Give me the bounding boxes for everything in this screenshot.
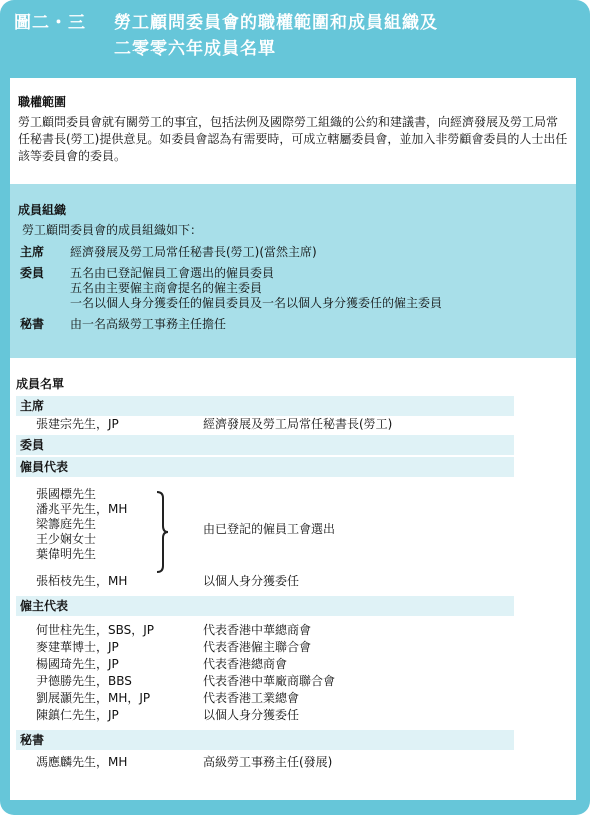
member-name: 劉展灝先生，MH，JP — [36, 691, 151, 705]
member-role: 由已登記的僱員工會選出 — [203, 522, 336, 536]
member-name: 楊國琦先生，JP — [36, 657, 119, 671]
list-item — [16, 416, 568, 433]
member-name: 潘兆平先生，MH — [36, 502, 128, 516]
list-item — [16, 690, 568, 707]
member-role: 代表香港工業總會 — [203, 691, 300, 705]
member-role: 高級勞工事務主任(發展) — [203, 755, 333, 769]
member-name: 何世柱先生，SBS，JP — [36, 623, 155, 637]
member-role: 以個人身分獲委任 — [203, 574, 300, 588]
secretary-bar: 秘書 — [16, 730, 514, 750]
figure-title — [14, 10, 574, 62]
member-name: 張栢枝先生，MH — [36, 574, 128, 588]
composition-key: 委員 — [20, 266, 45, 280]
brace-icon — [155, 491, 169, 573]
list-item — [16, 673, 568, 690]
composition-line: 一名以個人身分獲委任的僱員委員及一名以個人身分獲委任的僱主委員 — [70, 296, 443, 310]
employer-bar: 僱主代表 — [16, 596, 514, 616]
scope-section — [10, 78, 576, 184]
composition-line: 五名由主要僱主商會提名的僱主委員 — [70, 281, 263, 295]
member-name: 張建宗先生，JP — [36, 417, 119, 431]
composition-line: 由一名高級勞工事務主任擔任 — [70, 317, 227, 331]
members-bar: 委員 — [16, 435, 514, 455]
employer-list — [16, 622, 568, 724]
composition-key: 秘書 — [20, 317, 45, 331]
composition-intro: 勞工顧問委員會的成員組織如下： — [22, 223, 203, 237]
scope-heading: 職權範圍 — [18, 95, 67, 109]
member-name: 馮應麟先生，MH — [36, 755, 128, 769]
composition-row — [18, 266, 568, 311]
member-list-heading: 成員名單 — [16, 377, 65, 391]
member-name: 王少娴女士 — [36, 532, 97, 546]
title-line-2: 二零零六年成員名單 — [114, 39, 276, 59]
title-line-1: 勞工顧問委員會的職權範圍和成員組織及 — [114, 13, 438, 33]
member-name: 麥建華博士，JP — [36, 640, 119, 654]
composition-row — [18, 317, 568, 332]
list-item — [16, 754, 568, 771]
member-role: 代表香港中華總商會 — [203, 623, 312, 637]
chair-bar: 主席 — [16, 396, 514, 416]
list-item — [16, 573, 568, 590]
member-name: 陳鎮仁先生，JP — [36, 708, 119, 722]
member-name: 葉偉明先生 — [36, 547, 97, 561]
employee-group — [16, 485, 568, 573]
list-item — [16, 622, 568, 639]
member-role: 以個人身分獲委任 — [203, 708, 300, 722]
list-item — [16, 639, 568, 656]
employee-bar: 僱員代表 — [16, 457, 514, 477]
member-name: 張國標先生 — [36, 487, 97, 501]
composition-line: 經濟發展及勞工局常任秘書長(勞工)(當然主席) — [70, 245, 317, 259]
composition-key: 主席 — [20, 245, 45, 259]
member-role: 代表香港中華廠商聯合會 — [203, 674, 336, 688]
composition-heading: 成員組織 — [18, 203, 67, 217]
composition-row — [18, 245, 568, 260]
figure-number: 圖二・三 — [14, 13, 86, 33]
member-list-section — [10, 358, 576, 800]
list-item — [16, 656, 568, 673]
scope-text: 勞工顧問委員會就有關勞工的事宜，包括法例及國際勞工組織的公約和建議書，向經濟發展及勞工局常任秘書長(勞工)提供意見。如委員會認為有需要時，可成立轄屬委員會，並加入非勞顧會委員的人士出任該等委員會的委員。 — [18, 115, 568, 163]
member-name: 梁籌庭先生 — [36, 517, 97, 531]
member-role: 代表香港總商會 — [203, 657, 288, 671]
composition-line: 五名由已登記僱員工會選出的僱員委員 — [70, 266, 275, 280]
member-role: 經濟發展及勞工局常任秘書長(勞工) — [203, 417, 393, 431]
list-item — [16, 707, 568, 724]
composition-section — [10, 184, 576, 358]
member-name: 尹德勝先生，BBS — [36, 674, 132, 688]
member-role: 代表香港僱主聯合會 — [203, 640, 312, 654]
